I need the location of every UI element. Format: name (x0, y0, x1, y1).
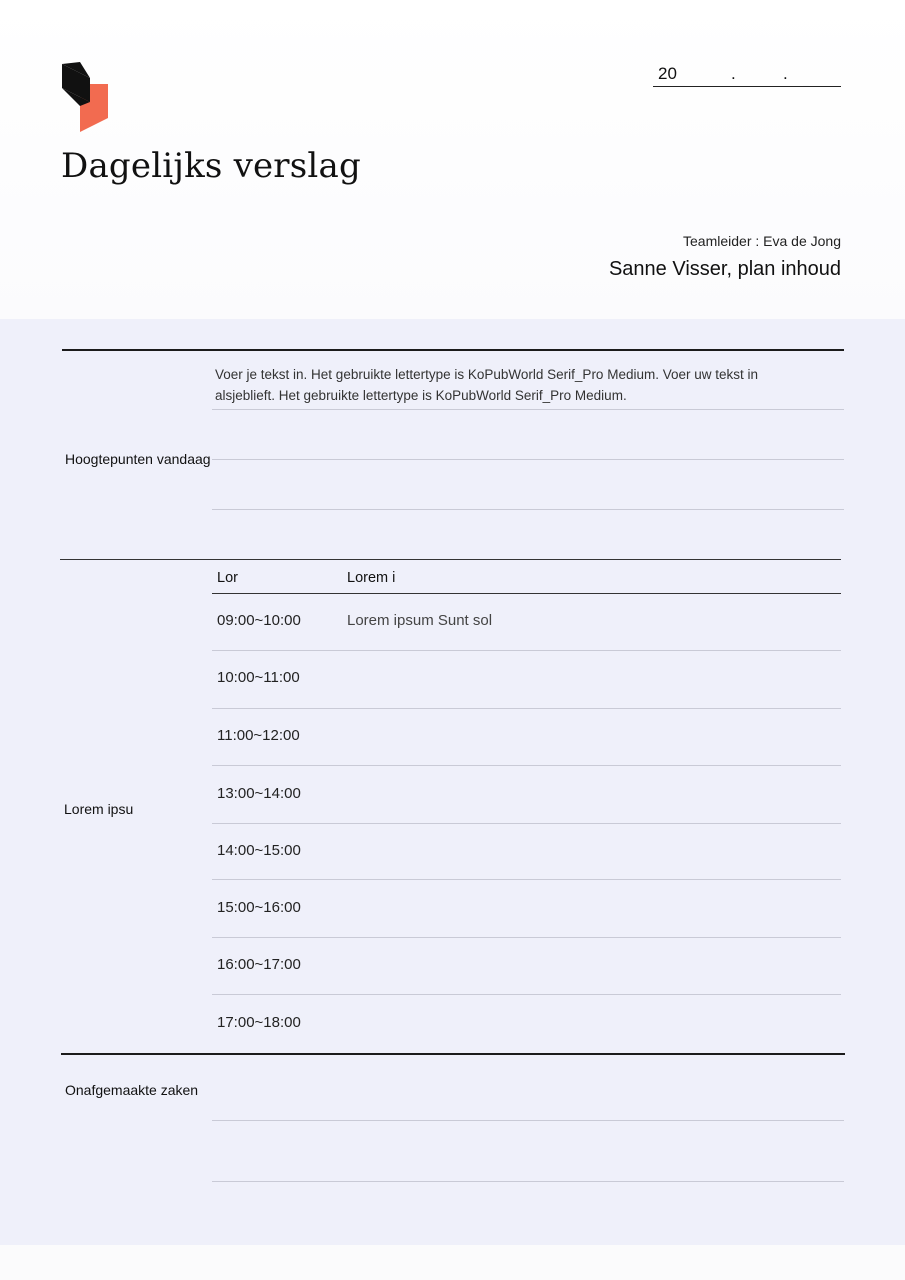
section-divider (60, 559, 841, 560)
table-row-divider (212, 823, 841, 824)
writing-line (212, 459, 844, 460)
table-row-divider (212, 765, 841, 766)
highlights-label: Hoogtepunten vandaag (65, 451, 211, 467)
writing-line (212, 1120, 844, 1121)
time-slot: 17:00~18:00 (217, 1014, 301, 1031)
report-subtitle: Sanne Visser, plan inhoud (608, 258, 841, 280)
table-header-divider (212, 593, 841, 594)
section-divider (61, 1053, 845, 1055)
time-slot: 13:00~14:00 (217, 785, 301, 802)
date-separator: . (783, 64, 788, 83)
table-row-divider (212, 650, 841, 651)
time-column-header: Lor (217, 570, 238, 586)
page-title: Dagelijks verslag (61, 146, 361, 186)
table-row-divider (212, 994, 841, 995)
time-slot: 11:00~12:00 (217, 727, 300, 744)
time-slot: 09:00~10:00 (217, 612, 301, 629)
stacked-box-logo-icon (60, 62, 110, 134)
team-leader-label: Teamleider : Eva de Jong (683, 233, 841, 249)
time-slot: 10:00~11:00 (217, 669, 300, 686)
time-slot: 16:00~17:00 (217, 956, 301, 973)
schedule-entry[interactable]: Lorem ipsum Sunt sol (347, 612, 493, 629)
date-separator: . (731, 64, 736, 83)
footer-background (0, 1245, 905, 1280)
time-slot: 14:00~15:00 (217, 842, 301, 859)
section-divider (62, 349, 844, 351)
table-row-divider (212, 937, 841, 938)
table-row-divider (212, 879, 841, 880)
writing-line (212, 509, 844, 510)
date-field[interactable] (653, 62, 841, 87)
schedule-label: Lorem ipsu (64, 801, 134, 817)
content-column-header: Lorem i (347, 570, 396, 586)
highlights-text[interactable]: Voer je tekst in. Het gebruikte lettertype is KoPubWorld Serif_Pro Medium. Voer uw tekst in alsjeblieft. Het gebruikte lettertype is KoPubWorld Serif_Pro Medium. (215, 367, 759, 403)
unfinished-label: Onafgemaakte zaken (65, 1082, 199, 1098)
writing-line (212, 409, 844, 410)
time-slot: 15:00~16:00 (217, 899, 301, 916)
date-year: 20 (658, 64, 677, 83)
table-row-divider (212, 708, 841, 709)
writing-line (212, 1181, 844, 1182)
